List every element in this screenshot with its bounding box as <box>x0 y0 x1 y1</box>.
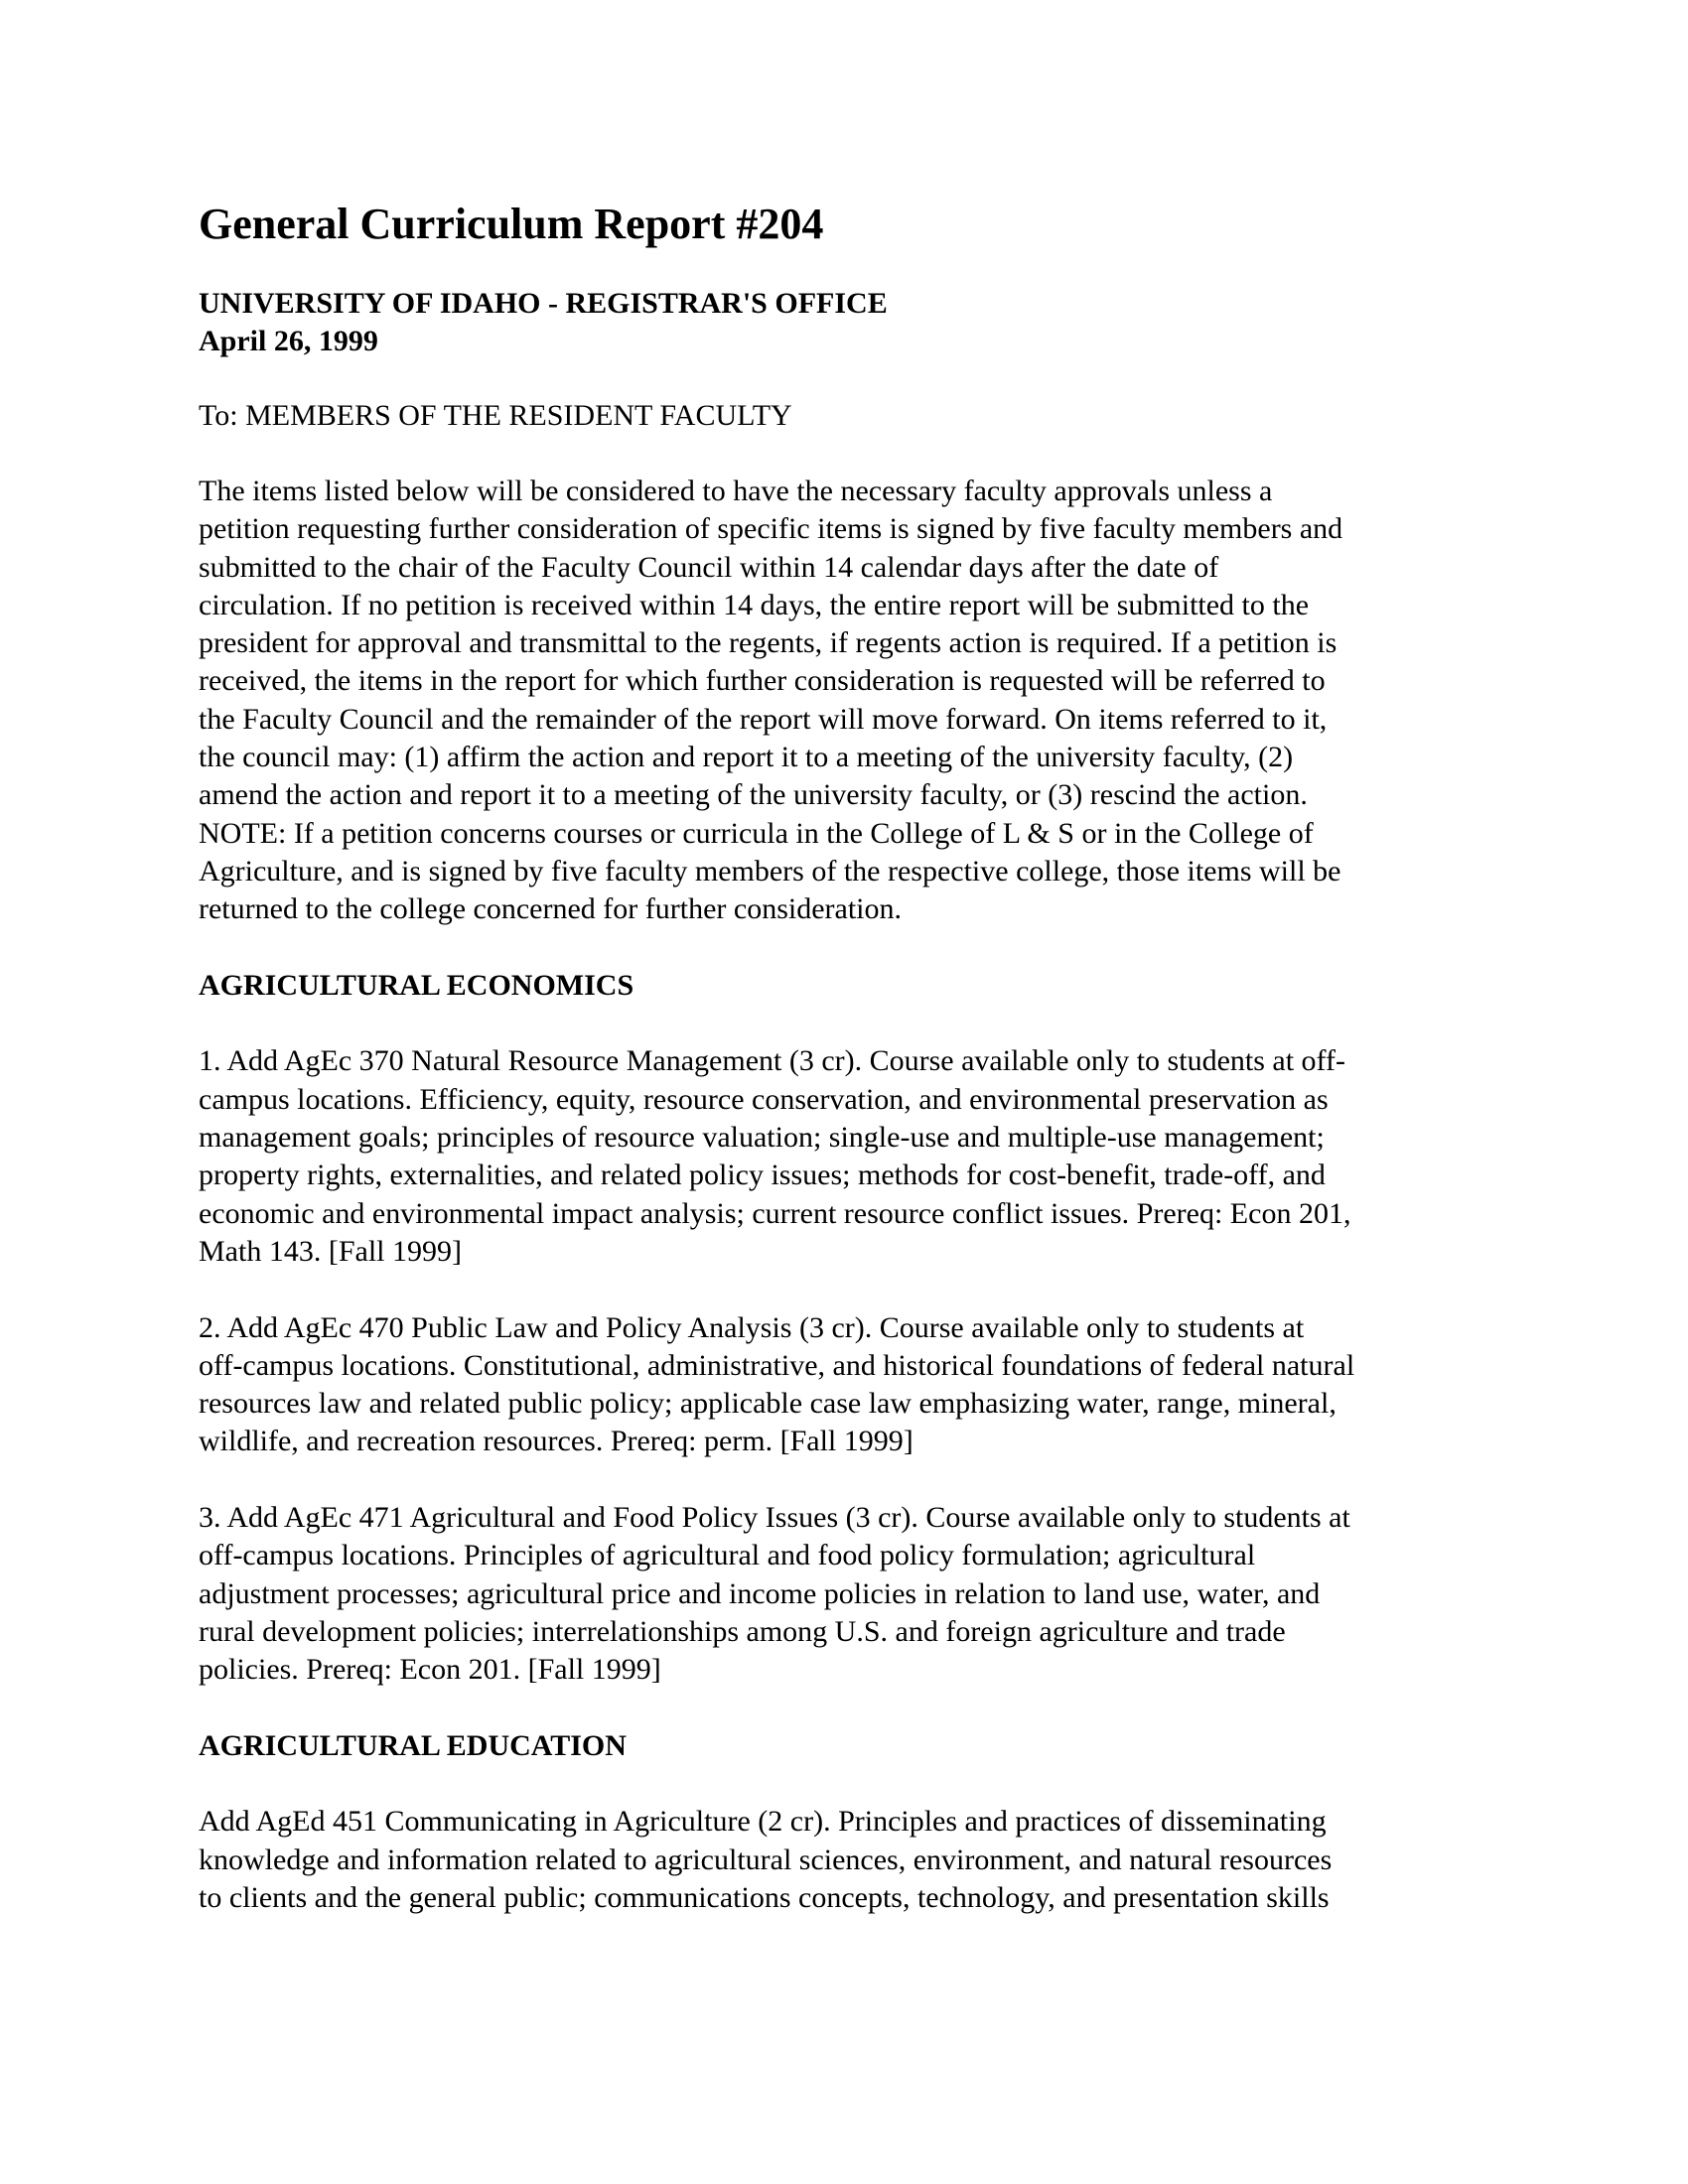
text-line: campus locations. Efficiency, equity, resource conservation, and environmental preservation as <box>199 1082 1329 1116</box>
text-line: received, the items in the report for which further consideration is requested will be referred to <box>199 664 1326 698</box>
text-line: property rights, externalities, and related policy issues; methods for cost-benefit, trade-off, and <box>199 1159 1326 1192</box>
intro-paragraph <box>199 473 1479 929</box>
text-line: adjustment processes; agricultural price and income policies in relation to land use, water, and <box>199 1576 1321 1610</box>
course-item-agec-370 <box>199 1042 1479 1271</box>
text-line: off-campus locations. Constitutional, administrative, and historical foundations of federal natural <box>199 1348 1355 1382</box>
section-agricultural-economics <box>199 967 1479 1690</box>
text-line: 3. Add AgEc 471 Agricultural and Food Policy Issues (3 cr). Course available only to students at <box>199 1501 1350 1535</box>
text-line: Agriculture, and is signed by five faculty members of the respective college, those items will be <box>199 854 1341 887</box>
section-agricultural-education <box>199 1727 1479 1917</box>
text-line: economic and environmental impact analysis; current resource conflict issues. Prereq: Econ 201, <box>199 1196 1351 1230</box>
text-line: circulation. If no petition is received within 14 days, the entire report will be submitted to the <box>199 588 1310 621</box>
section-heading: AGRICULTURAL ECONOMICS <box>199 968 634 1002</box>
text-line: off-campus locations. Principles of agricultural and food policy formulation; agricultural <box>199 1539 1256 1572</box>
text-line: Math 143. [Fall 1999] <box>199 1234 462 1268</box>
text-line: knowledge and information related to agricultural sciences, environment, and natural resources <box>199 1843 1333 1876</box>
text-line: resources law and related public policy; applicable case law emphasizing water, range, mineral, <box>199 1387 1336 1421</box>
document-body <box>199 473 1479 1956</box>
course-item-aged-451 <box>199 1803 1479 1917</box>
text-line: management goals; principles of resource valuation; single-use and multiple-use management; <box>199 1121 1325 1155</box>
text-line: 2. Add AgEc 470 Public Law and Policy Analysis (3 cr). Course available only to students at <box>199 1310 1305 1344</box>
text-line: Add AgEd 451 Communicating in Agriculture (2 cr). Principles and practices of disseminating <box>199 1805 1327 1839</box>
text-line: 1. Add AgEc 370 Natural Resource Management (3 cr). Course available only to students at off- <box>199 1044 1345 1078</box>
text-line: to clients and the general public; communications concepts, technology, and presentation skills <box>199 1880 1330 1914</box>
header-block <box>199 285 888 360</box>
recipient-line: To: MEMBERS OF THE RESIDENT FACULTY <box>199 399 792 432</box>
text-line: wildlife, and recreation resources. Prereq: perm. [Fall 1999] <box>199 1425 914 1458</box>
text-line: amend the action and report it to a meeting of the university faculty, or (3) rescind the action. <box>199 778 1308 812</box>
text-line: returned to the college concerned for further consideration. <box>199 892 903 926</box>
text-line: NOTE: If a petition concerns courses or curricula in the College of L & S or in the College of <box>199 816 1314 850</box>
text-line: the council may: (1) affirm the action and report it to a meeting of the university faculty, (2) <box>199 741 1294 774</box>
report-date: April 26, 1999 <box>199 325 378 357</box>
text-line: president for approval and transmittal to the regents, if regents action is required. If a petition is <box>199 626 1337 660</box>
text-line: the Faculty Council and the remainder of the report will move forward. On items referred to it, <box>199 702 1328 736</box>
text-line: policies. Prereq: Econ 201. [Fall 1999] <box>199 1653 661 1687</box>
text-line: submitted to the chair of the Faculty Council within 14 calendar days after the date of <box>199 550 1219 584</box>
organization-name: UNIVERSITY OF IDAHO - REGISTRAR'S OFFICE <box>199 287 888 320</box>
course-item-agec-470 <box>199 1309 1479 1461</box>
text-line: The items listed below will be considered to have the necessary faculty approvals unless a <box>199 475 1273 507</box>
text-line: petition requesting further consideration of specific items is signed by five faculty members and <box>199 512 1343 546</box>
page-title: General Curriculum Report #204 <box>199 200 824 248</box>
course-item-agec-471 <box>199 1499 1479 1689</box>
text-line: rural development policies; interrelationships among U.S. and foreign agriculture and trade <box>199 1614 1286 1648</box>
section-heading: AGRICULTURAL EDUCATION <box>199 1728 627 1762</box>
